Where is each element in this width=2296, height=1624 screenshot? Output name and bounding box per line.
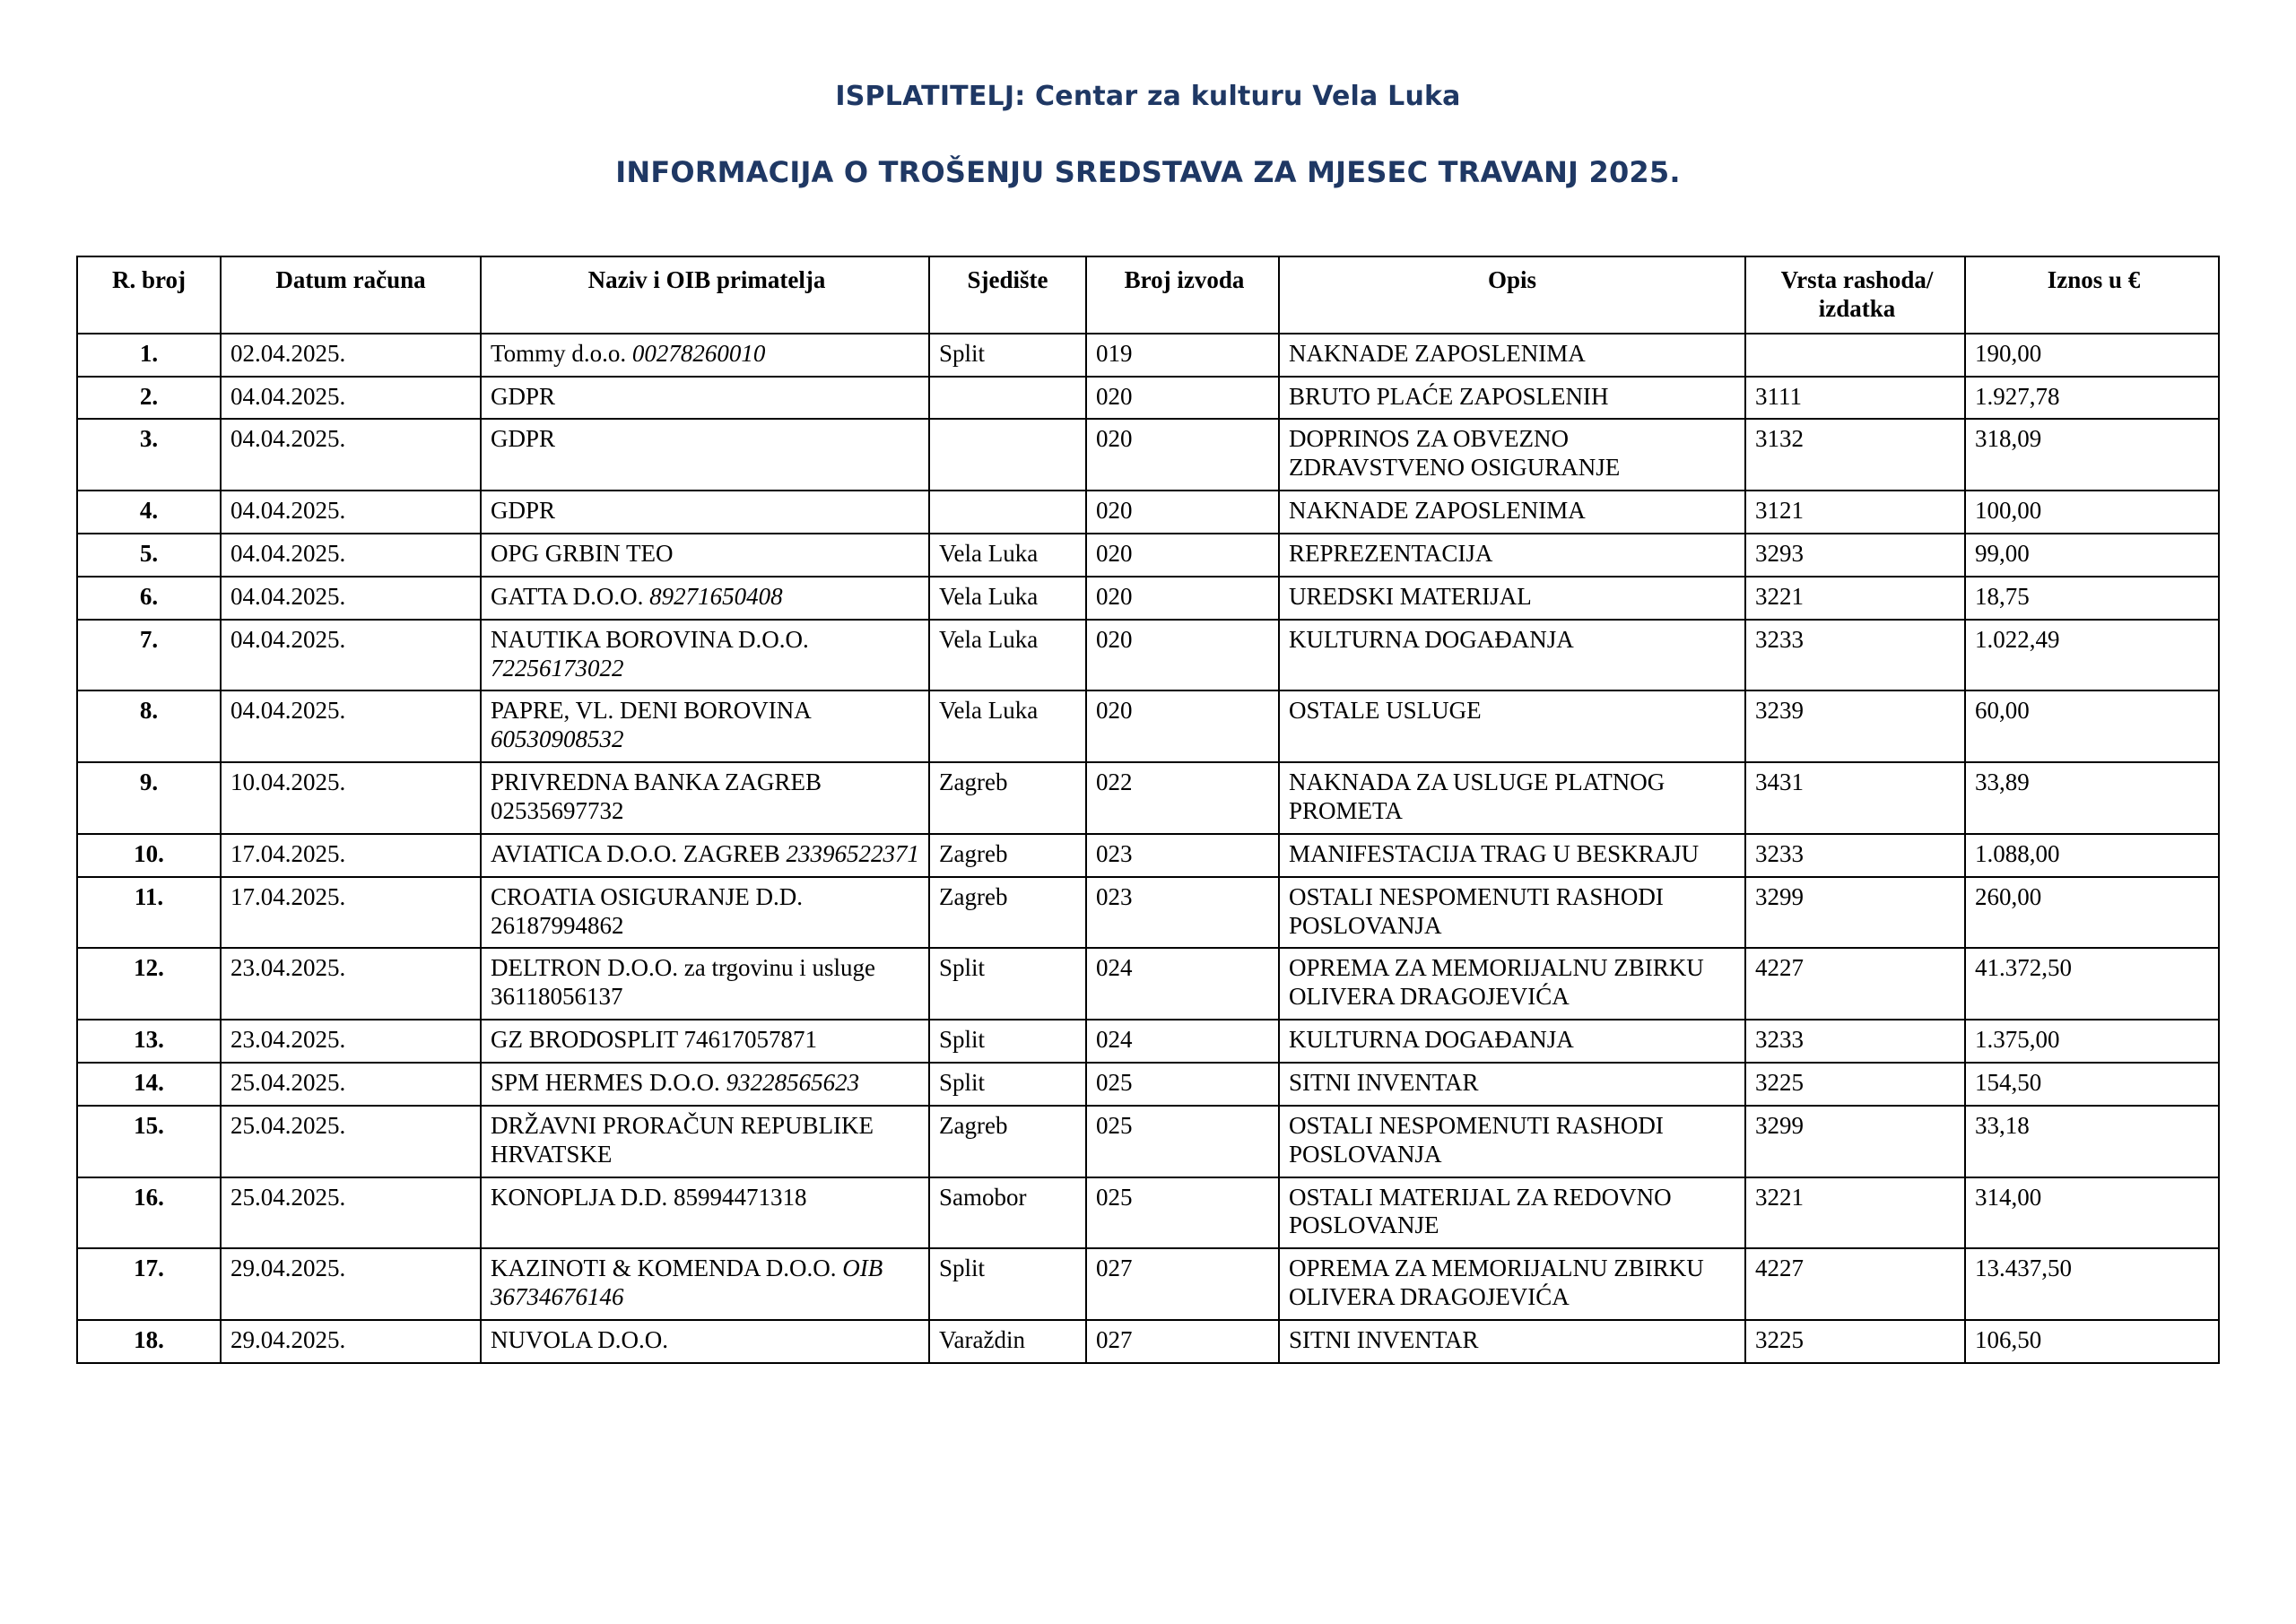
row-description: MANIFESTACIJA TRAG U BESKRAJU	[1279, 834, 1745, 877]
row-statement-number: 027	[1086, 1248, 1279, 1320]
row-description: OPREMA ZA MEMORIJALNU ZBIRKU OLIVERA DRAGOJEVIĆA	[1279, 948, 1745, 1020]
row-description: OSTALI NESPOMENUTI RASHODI POSLOVANJA	[1279, 1106, 1745, 1177]
row-recipient-name: PRIVREDNA BANKA ZAGREB	[491, 769, 822, 796]
row-number: 9.	[77, 762, 221, 834]
column-header-kind: Vrsta rashoda/ izdatka	[1745, 256, 1965, 334]
row-date: 02.04.2025.	[221, 334, 481, 377]
row-number: 18.	[77, 1320, 221, 1363]
row-statement-number: 020	[1086, 534, 1279, 577]
row-recipient-oib: 72256173022	[491, 654, 624, 682]
row-seat: Split	[929, 1020, 1086, 1063]
row-statement-number: 019	[1086, 334, 1279, 377]
row-number: 12.	[77, 948, 221, 1020]
row-seat: Samobor	[929, 1177, 1086, 1249]
row-description: DOPRINOS ZA OBVEZNO ZDRAVSTVENO OSIGURANJE	[1279, 419, 1745, 491]
row-statement-number: 020	[1086, 577, 1279, 620]
row-statement-number: 025	[1086, 1177, 1279, 1249]
row-recipient-oib: 02535697732	[491, 797, 624, 825]
row-recipient	[481, 534, 929, 577]
row-seat	[929, 491, 1086, 534]
row-recipient-name: Tommy d.o.o.	[491, 339, 627, 367]
row-number: 17.	[77, 1248, 221, 1320]
row-date: 25.04.2025.	[221, 1106, 481, 1177]
row-expense-kind: 3299	[1745, 877, 1965, 949]
table-row	[77, 1248, 2219, 1320]
table-row	[77, 1020, 2219, 1063]
row-amount: 1.927,78	[1965, 377, 2219, 420]
row-seat: Varaždin	[929, 1320, 1086, 1363]
table-row	[77, 1320, 2219, 1363]
row-number: 7.	[77, 620, 221, 691]
row-statement-number: 024	[1086, 948, 1279, 1020]
row-recipient-name: GDPR	[491, 425, 556, 453]
row-statement-number: 025	[1086, 1063, 1279, 1106]
column-header-amount: Iznos u €	[1965, 256, 2219, 334]
row-statement-number: 020	[1086, 419, 1279, 491]
row-description: BRUTO PLAĆE ZAPOSLENIH	[1279, 377, 1745, 420]
row-recipient-name: SPM HERMES D.O.O.	[491, 1069, 720, 1097]
table-row	[77, 577, 2219, 620]
row-statement-number: 020	[1086, 377, 1279, 420]
row-recipient-name: CROATIA OSIGURANJE D.D.	[491, 882, 804, 910]
table-row	[77, 948, 2219, 1020]
row-seat: Vela Luka	[929, 690, 1086, 762]
row-description: SITNI INVENTAR	[1279, 1063, 1745, 1106]
page-title: INFORMACIJA O TROŠENJU SREDSTAVA ZA MJESEC TRAVANJ 2025.	[615, 155, 1681, 189]
table-row	[77, 620, 2219, 691]
row-recipient-oib: 60530908532	[491, 725, 624, 753]
row-recipient-name: GATTA D.O.O.	[491, 582, 644, 610]
row-recipient-oib: 23396522371	[786, 839, 920, 867]
row-statement-number: 024	[1086, 1020, 1279, 1063]
row-amount: 318,09	[1965, 419, 2219, 491]
row-date: 10.04.2025.	[221, 762, 481, 834]
row-number: 6.	[77, 577, 221, 620]
row-amount: 260,00	[1965, 877, 2219, 949]
row-recipient-oib: 74617057871	[683, 1026, 818, 1054]
row-amount: 1.088,00	[1965, 834, 2219, 877]
row-recipient	[481, 1020, 929, 1063]
row-description: SITNI INVENTAR	[1279, 1320, 1745, 1363]
table-row	[77, 491, 2219, 534]
table-body	[77, 334, 2219, 1363]
row-seat: Zagreb	[929, 834, 1086, 877]
row-statement-number: 023	[1086, 877, 1279, 949]
row-number: 10.	[77, 834, 221, 877]
row-seat: Split	[929, 1063, 1086, 1106]
row-recipient-name: GZ BRODOSPLIT	[491, 1026, 678, 1054]
row-number: 3.	[77, 419, 221, 491]
row-number: 16.	[77, 1177, 221, 1249]
table-row	[77, 534, 2219, 577]
row-recipient	[481, 834, 929, 877]
row-seat	[929, 377, 1086, 420]
row-recipient	[481, 1177, 929, 1249]
row-amount: 106,50	[1965, 1320, 2219, 1363]
table-row	[77, 877, 2219, 949]
row-recipient	[481, 1248, 929, 1320]
row-description: KULTURNA DOGAĐANJA	[1279, 1020, 1745, 1063]
row-amount: 1.022,49	[1965, 620, 2219, 691]
row-amount: 99,00	[1965, 534, 2219, 577]
row-number: 13.	[77, 1020, 221, 1063]
row-seat: Vela Luka	[929, 620, 1086, 691]
row-recipient-oib: 00278260010	[631, 339, 766, 367]
payer-title: ISPLATITELJ: Centar za kulturu Vela Luka	[835, 81, 1461, 112]
row-recipient-name: GDPR	[491, 497, 556, 525]
row-recipient	[481, 577, 929, 620]
table-row	[77, 1177, 2219, 1249]
row-statement-number: 023	[1086, 834, 1279, 877]
row-date: 04.04.2025.	[221, 377, 481, 420]
row-statement-number: 025	[1086, 1106, 1279, 1177]
row-date: 04.04.2025.	[221, 534, 481, 577]
row-expense-kind: 3239	[1745, 690, 1965, 762]
row-recipient	[481, 334, 929, 377]
row-recipient-name: OPG GRBIN TEO	[491, 540, 674, 568]
table-row	[77, 1106, 2219, 1177]
row-description: OPREMA ZA MEMORIJALNU ZBIRKU OLIVERA DRAGOJEVIĆA	[1279, 1248, 1745, 1320]
row-number: 4.	[77, 491, 221, 534]
table-row	[77, 834, 2219, 877]
row-description: NAKNADA ZA USLUGE PLATNOG PROMETA	[1279, 762, 1745, 834]
table-header-row	[77, 256, 2219, 334]
column-header-name: Naziv i OIB primatelja	[481, 256, 929, 334]
row-recipient	[481, 491, 929, 534]
row-description: OSTALI MATERIJAL ZA REDOVNO POSLOVANJE	[1279, 1177, 1745, 1249]
row-date: 25.04.2025.	[221, 1177, 481, 1249]
row-statement-number: 022	[1086, 762, 1279, 834]
row-number: 2.	[77, 377, 221, 420]
row-seat: Split	[929, 1248, 1086, 1320]
row-expense-kind: 3132	[1745, 419, 1965, 491]
column-header-statement: Broj izvoda	[1086, 256, 1279, 334]
table-row	[77, 334, 2219, 377]
row-expense-kind: 4227	[1745, 948, 1965, 1020]
row-recipient-oib: 36118056137	[491, 983, 623, 1011]
row-expense-kind	[1745, 334, 1965, 377]
row-recipient-name: NAUTIKA BOROVINA D.O.O.	[491, 625, 809, 653]
row-amount: 33,89	[1965, 762, 2219, 834]
row-seat: Zagreb	[929, 1106, 1086, 1177]
row-recipient	[481, 948, 929, 1020]
row-description: NAKNADE ZAPOSLENIMA	[1279, 334, 1745, 377]
row-recipient-name: NUVOLA D.O.O.	[491, 1326, 668, 1354]
row-recipient	[481, 1320, 929, 1363]
document-header	[54, 81, 2242, 189]
row-description: OSTALE USLUGE	[1279, 690, 1745, 762]
row-recipient-oib: 89271650408	[649, 582, 783, 610]
row-statement-number: 020	[1086, 690, 1279, 762]
row-description: KULTURNA DOGAĐANJA	[1279, 620, 1745, 691]
row-date: 25.04.2025.	[221, 1063, 481, 1106]
column-header-number: R. broj	[77, 256, 221, 334]
row-amount: 190,00	[1965, 334, 2219, 377]
row-amount: 33,18	[1965, 1106, 2219, 1177]
row-description: REPREZENTACIJA	[1279, 534, 1745, 577]
row-recipient	[481, 620, 929, 691]
row-expense-kind: 3225	[1745, 1320, 1965, 1363]
row-date: 23.04.2025.	[221, 1020, 481, 1063]
row-recipient	[481, 377, 929, 420]
row-recipient-name: DRŽAVNI PRORAČUN REPUBLIKE HRVATSKE	[491, 1111, 874, 1168]
row-expense-kind: 3225	[1745, 1063, 1965, 1106]
row-recipient	[481, 1063, 929, 1106]
row-number: 1.	[77, 334, 221, 377]
row-recipient-name: KONOPLJA D.D.	[491, 1183, 668, 1211]
row-expense-kind: 4227	[1745, 1248, 1965, 1320]
row-expense-kind: 3233	[1745, 620, 1965, 691]
row-recipient	[481, 762, 929, 834]
row-date: 17.04.2025.	[221, 877, 481, 949]
row-recipient-name: DELTRON D.O.O. za trgovinu i usluge	[491, 954, 875, 982]
row-recipient-oib: 85994471318	[674, 1183, 807, 1211]
row-date: 04.04.2025.	[221, 419, 481, 491]
row-amount: 18,75	[1965, 577, 2219, 620]
row-seat: Split	[929, 948, 1086, 1020]
row-expense-kind: 3233	[1745, 834, 1965, 877]
row-recipient-oib: OIB 36734676146	[491, 1255, 883, 1311]
row-number: 15.	[77, 1106, 221, 1177]
row-recipient-name: GDPR	[491, 382, 556, 410]
row-date: 29.04.2025.	[221, 1320, 481, 1363]
row-recipient	[481, 690, 929, 762]
row-expense-kind: 3299	[1745, 1106, 1965, 1177]
row-seat: Split	[929, 334, 1086, 377]
row-date: 29.04.2025.	[221, 1248, 481, 1320]
table-row	[77, 762, 2219, 834]
row-expense-kind: 3221	[1745, 577, 1965, 620]
row-recipient-name: PAPRE, VL. DENI BOROVINA	[491, 697, 811, 725]
row-expense-kind: 3111	[1745, 377, 1965, 420]
table-row	[77, 419, 2219, 491]
row-seat: Zagreb	[929, 877, 1086, 949]
row-date: 23.04.2025.	[221, 948, 481, 1020]
row-date: 17.04.2025.	[221, 834, 481, 877]
row-number: 8.	[77, 690, 221, 762]
expenses-table	[76, 256, 2220, 1364]
row-seat: Vela Luka	[929, 577, 1086, 620]
row-amount: 100,00	[1965, 491, 2219, 534]
row-seat: Vela Luka	[929, 534, 1086, 577]
row-amount: 41.372,50	[1965, 948, 2219, 1020]
row-description: UREDSKI MATERIJAL	[1279, 577, 1745, 620]
row-expense-kind: 3431	[1745, 762, 1965, 834]
row-number: 14.	[77, 1063, 221, 1106]
row-recipient-name: AVIATICA D.O.O. ZAGREB	[491, 839, 780, 867]
column-header-seat: Sjedište	[929, 256, 1086, 334]
table-row	[77, 377, 2219, 420]
row-recipient	[481, 1106, 929, 1177]
column-header-date: Datum računa	[221, 256, 481, 334]
row-recipient	[481, 419, 929, 491]
row-date: 04.04.2025.	[221, 690, 481, 762]
column-header-description: Opis	[1279, 256, 1745, 334]
row-recipient-oib: 93228565623	[726, 1069, 860, 1097]
row-expense-kind: 3221	[1745, 1177, 1965, 1249]
row-amount: 60,00	[1965, 690, 2219, 762]
row-recipient-name: KAZINOTI & KOMENDA D.O.O.	[491, 1255, 837, 1282]
row-amount: 154,50	[1965, 1063, 2219, 1106]
row-seat	[929, 419, 1086, 491]
row-number: 11.	[77, 877, 221, 949]
row-number: 5.	[77, 534, 221, 577]
row-statement-number: 027	[1086, 1320, 1279, 1363]
row-description: NAKNADE ZAPOSLENIMA	[1279, 491, 1745, 534]
row-date: 04.04.2025.	[221, 620, 481, 691]
row-amount: 314,00	[1965, 1177, 2219, 1249]
row-statement-number: 020	[1086, 491, 1279, 534]
table-row	[77, 690, 2219, 762]
table-row	[77, 1063, 2219, 1106]
row-recipient	[481, 877, 929, 949]
row-expense-kind: 3293	[1745, 534, 1965, 577]
row-date: 04.04.2025.	[221, 491, 481, 534]
row-amount: 1.375,00	[1965, 1020, 2219, 1063]
row-statement-number: 020	[1086, 620, 1279, 691]
row-recipient-oib: 26187994862	[491, 911, 624, 939]
row-amount: 13.437,50	[1965, 1248, 2219, 1320]
row-description: OSTALI NESPOMENUTI RASHODI POSLOVANJA	[1279, 877, 1745, 949]
row-date: 04.04.2025.	[221, 577, 481, 620]
row-expense-kind: 3233	[1745, 1020, 1965, 1063]
row-seat: Zagreb	[929, 762, 1086, 834]
row-expense-kind: 3121	[1745, 491, 1965, 534]
